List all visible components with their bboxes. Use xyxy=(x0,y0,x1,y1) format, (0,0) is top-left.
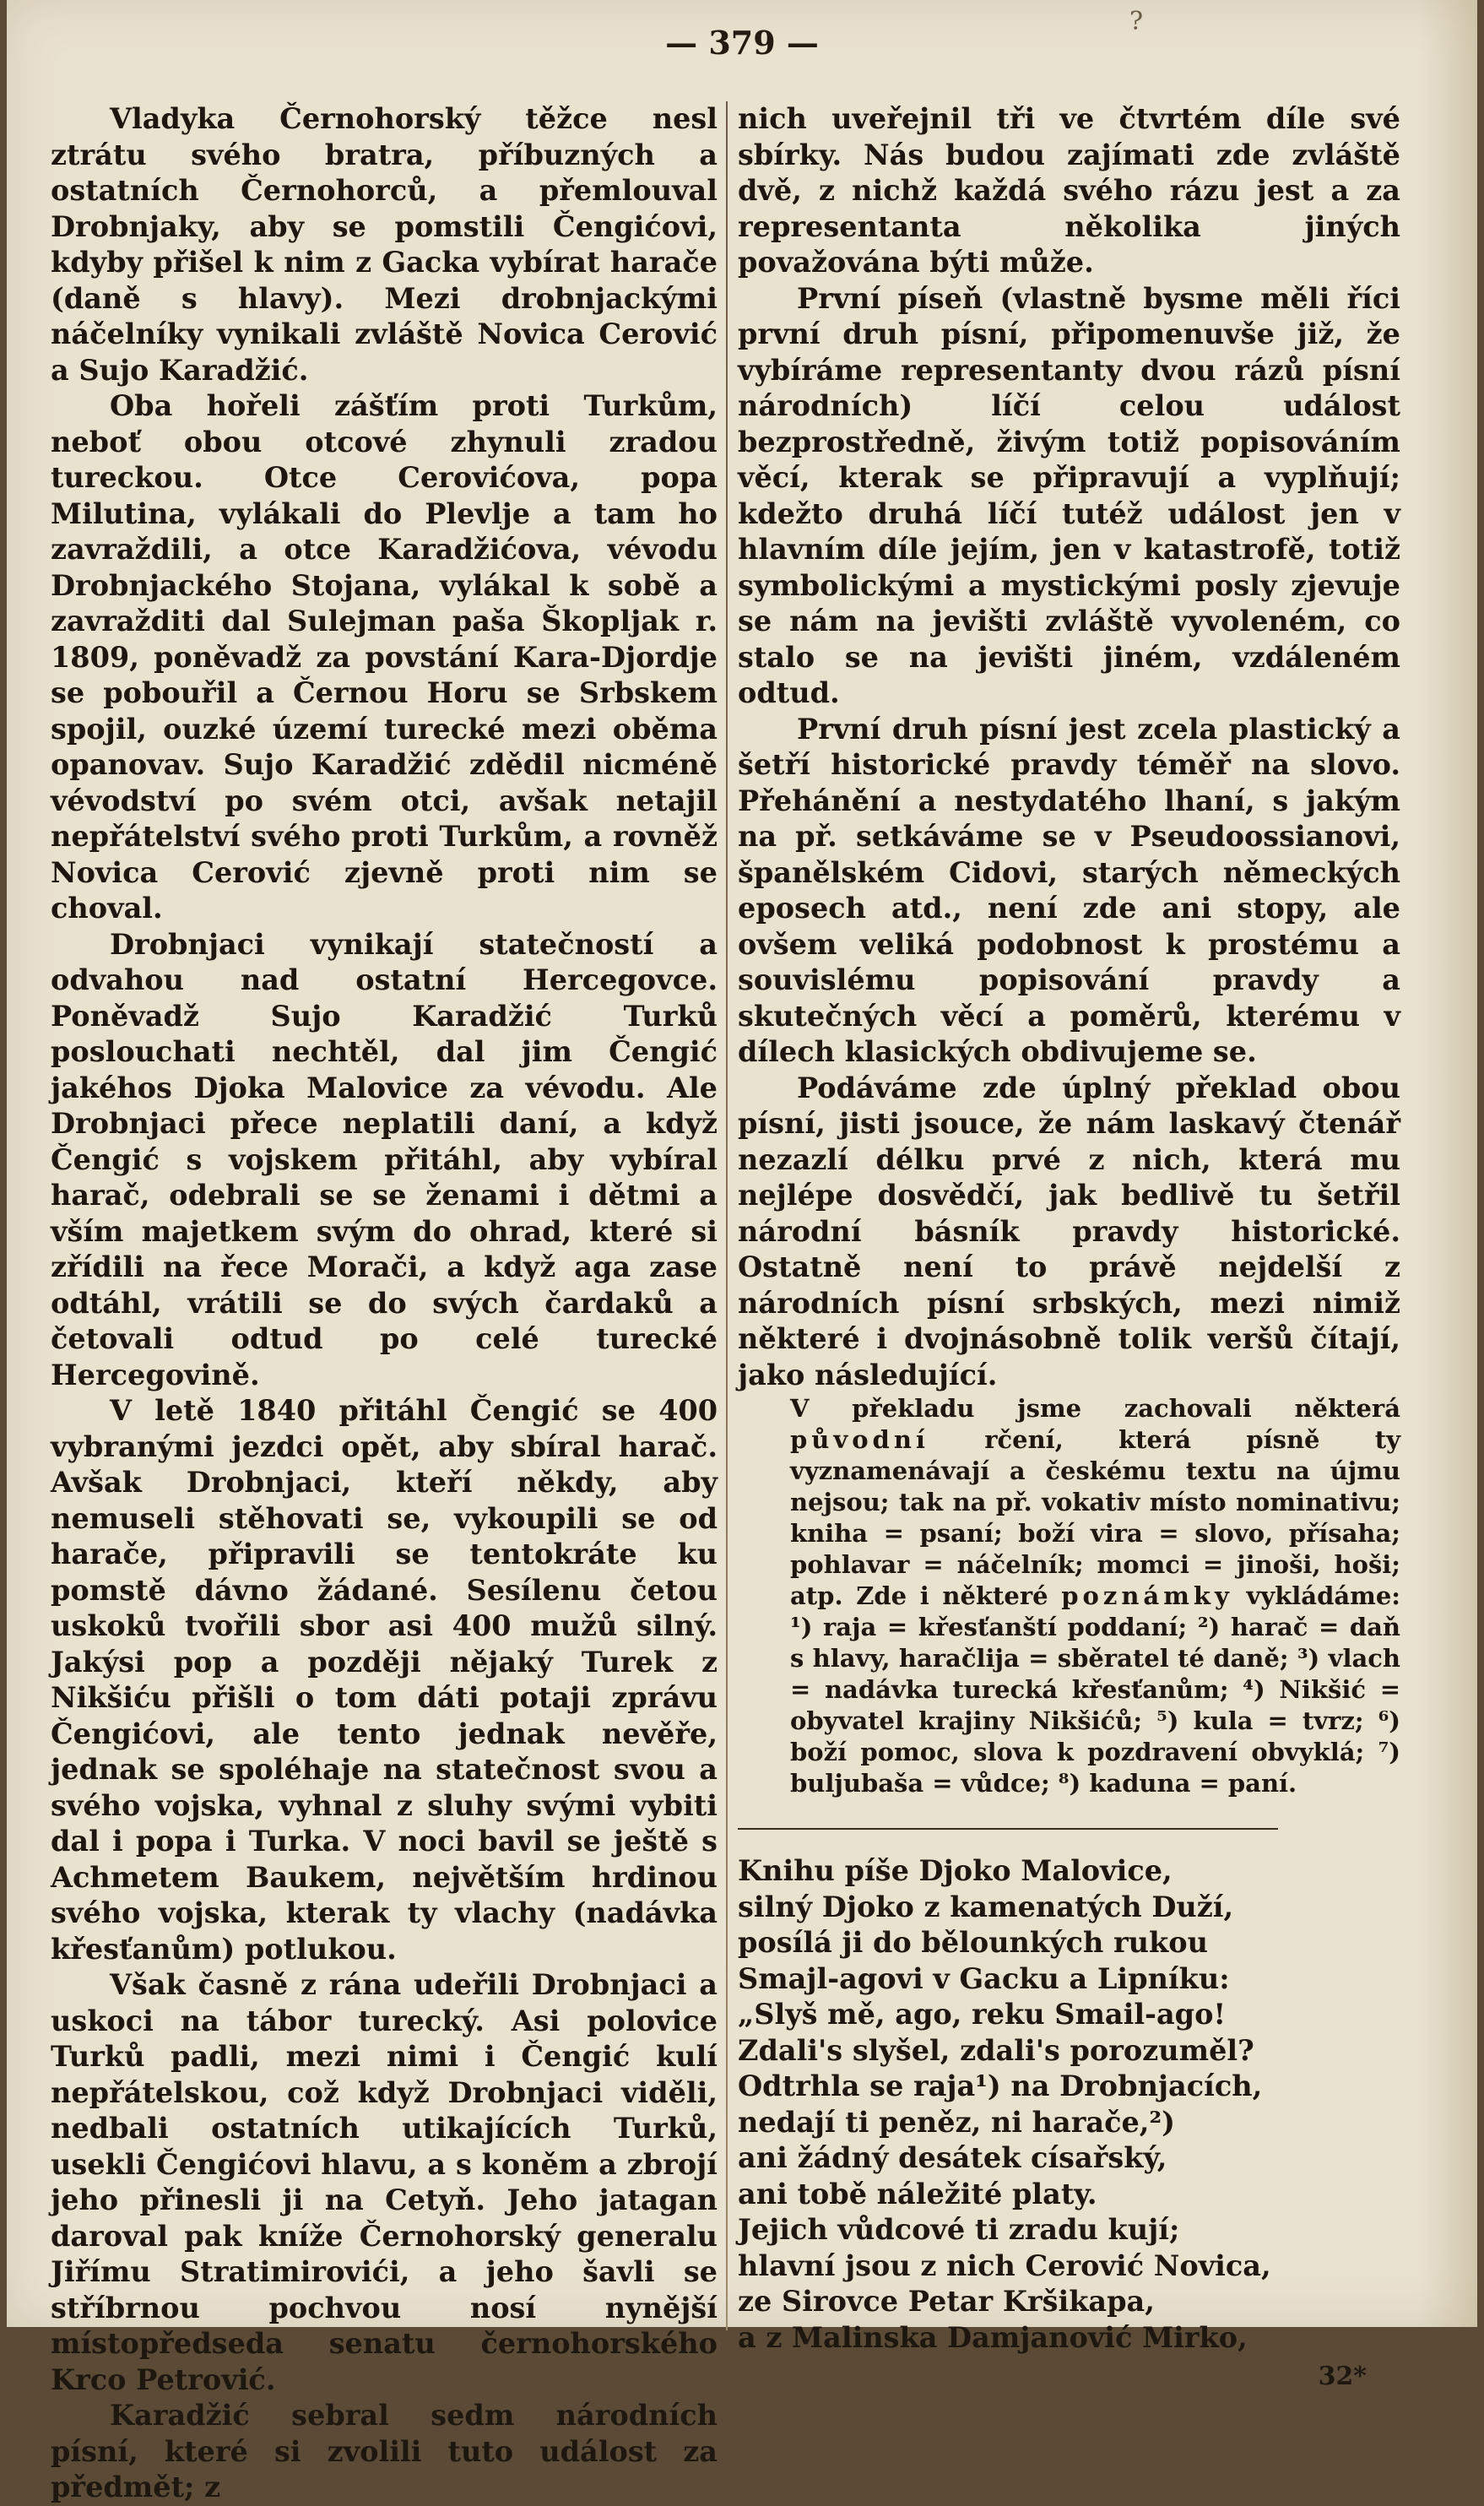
left-paragraph: Karadžić sebral sedm národních písní, které si zvolili tuto událost za předmět; z xyxy=(51,2399,718,2503)
translation-note xyxy=(738,1393,1400,1799)
page-number: — 379 — xyxy=(665,24,819,62)
note-spaced-1: původní xyxy=(790,1425,929,1454)
right-paragraph: Podáváme zde úplný překlad obou písní, jisti jsouce, že nám laskavý čtenář nezazlí délku prvé z nich, která mu nejlépe dosvědčí, jak bedlivě tu šetřil národní básník pravdy historické. Ostatně není to právě nejdelší z národních písní srbských, mezi nimiž některé i dvojnásobně tolik veršů čítají, jako následující. xyxy=(738,1071,1400,1391)
section-separator xyxy=(738,1828,1278,1830)
right-paragraph: nich uveřejnil tři ve čtvrtém díle své sbírky. Nás budou zajímati zde zvláště dvě, z nichž každá svého rázu jest a za representanta několika jiných považována býti může. xyxy=(738,102,1400,279)
left-paragraph: Drobnjaci vynikají statečností a odvahou nad ostatní Hercegovce. Poněvadž Sujo Karadžić Turků poslouchati nechtěl, dal jim Čengić jakéhos Djoka Malovice za vévodu. Ale Drobnjaci přece neplatili daní, a když Čengić s vojskem přitáhl, aby vybíral harač, odebrali se se ženami i dětmi a vším majetkem svým do ohrad, které si zřídili na řece Morači, a když aga zase odtáhl, vrátili se do svých čardaků a četovali odtud po celé turecké Hercegovině. xyxy=(51,927,718,1391)
left-paragraph: V letě 1840 přitáhl Čengić se 400 vybranými jezdci opět, aby sbíral harač. Avšak Drobnjaci, kteří někdy, aby nemuseli stěhovati se, vykoupili se od harače, připravili se tentokráte ku pomstě dávno žádané. Sesílenu četou uskoků tvořili sbor asi 400 mužů silný. Jakýsi pop a později nějaký Turek z Nikšiću přišli o tom dáti potaji zprávu Čengićovi, ale tento jednak nevěře, jednak se spoléhaje na statečnost svou a svého vojska, vyhnal z sluhy svými vybiti dal i popa i Turka. V noci bavil se ještě s Achmetem Baukem, největším hrdinou svého vojska, kterak ty vlachy (nadávka křesťanům) potlukou. xyxy=(51,1394,718,1966)
poem-line: Zdali's slyšel, zdali's porozuměl? xyxy=(738,2033,1254,2067)
poem-line: „Slyš mě, ago, reku Smail-ago! xyxy=(738,1998,1227,2031)
left-paragraph: Oba hořeli zášťím proti Turkům, neboť obou otcové zhynuli zradou tureckou. Otce Cerovićova, popa Milutina, vylákali do Plevlje a tam ho zavraždili, a otce Karadžićova, vévodu Drobnjackého Stojana, vylákal k sobě a zavražditi dal Sulejman paša Škopljak r. 1809, poněvadž za povstání Kara-Djordje se pobouřil a Černou Horu se Srbskem spojil, ouzké území turecké mezi oběma opanovav. Sujo Karadžić zdědil nicméně vévodství po svém otci, avšak netajil nepřátelství svého proti Turkům, a rovněž Novica Cerović zjevně proti nim se choval. xyxy=(51,389,718,925)
poem-line: a z Malinska Damjanović Mirko, xyxy=(738,2320,1248,2354)
left-paragraph: Však časně z rána udeřili Drobnjaci a uskoci na tábor turecký. Asi polovice Turků padli, mezi nimi i Čengić kulí nepřátelskou, což když Drobnjaci viděli, nedbali ostatních utikajících Turků, usekli Čengićovi hlavu, a s koněm a zbrojí jeho přinesli ji na Cetyň. Jeho jatagan daroval pak kníže Černohorský generalu Jiřímu Stratimirovići, a jeho šavli se stříbrnou pochvou nosí nynější místopředseda senatu černohorského Krco Petrović. xyxy=(51,1968,718,2396)
poem-line: ani tobě náležité platy. xyxy=(738,2177,1097,2210)
left-paragraph: Vladyka Černohorský těžce nesl ztrátu svého bratra, příbuzných a ostatních Černohorců, a přemlouval Drobnjaky, aby se pomstili Čengićovi, kdyby přišel k nim z Gacka vybírat harače (daně s hlavy). Mezi drobnjackými náčelníky vynikali zvláště Novica Cerović a Sujo Karadžić. xyxy=(51,102,718,387)
corner-mark: ? xyxy=(1129,7,1144,36)
poem-line: posílá ji do bělounkých rukou xyxy=(738,1926,1208,1959)
note-part-3: vykládáme: ¹) raja = křesťanští poddaní; ²) harač = daň s hlavy, haračlija = sběratel té daně; ³) vlach = nadávka turecká křesťanům; ⁴) Nikšić = obyvatel krajiny Nikšićů; ⁵) kula = tvrz; ⁶) boží pomoc, slova k pozdravení obvyklá; ⁷) buljubaša = vůdce; ⁸) kaduna = paní. xyxy=(790,1581,1400,1798)
right-column xyxy=(738,101,1400,2395)
right-paragraph: První píseň (vlastně bysme měli říci první druh písní, připomenuvše již, že vybíráme representanty dvou rázů písní národních) líčí celou událost bezprostředně, živým totiž popisováním věcí, kterak se připravují a vyplňují; kdežto druhá líčí tutéž událost jen v hlavním díle jejím, jen v katastrofě, totiž symbolickými a mystickými posly zjevuje se nám na jevišti zvláště vyvoleném, co stalo se na jevišti jiném, vzdáleném odtud. xyxy=(738,281,1400,709)
note-part-1: V překladu jsme zachovali některá xyxy=(790,1394,1400,1423)
poem-line: ani žádný desátek císařský, xyxy=(738,2141,1167,2174)
column-divider xyxy=(726,101,728,2330)
signature-mark: 32* xyxy=(1318,2362,1367,2391)
poem-line: Jejich vůdcové ti zradu kují; xyxy=(738,2213,1180,2246)
poem-line: ze Sirovce Petar Kršikapa, xyxy=(738,2285,1155,2318)
book-page xyxy=(7,0,1477,2503)
left-column xyxy=(51,101,718,2506)
poem-line: Knihu píše Djoko Malovice, xyxy=(738,1854,1173,1887)
poem xyxy=(738,1853,1400,2356)
right-column-paragraphs xyxy=(738,101,1400,1393)
poem-line: Odtrhla se raja¹) na Drobnjacích, xyxy=(738,2069,1263,2102)
right-paragraph: První druh písní jest zcela plastický a šetří historické pravdy téměř na slovo. Přehánění a nestydatého lhaní, s jakým na př. setkáváme se v Pseudoossianovi, španělském Cidovi, starých německých eposech atd., není zde ani stopy, ale ovšem veliká podobnost k prostému a souvislému popisování pravdy a skutečných věcí a poměrů, kterému v dílech klasických obdivujeme se. xyxy=(738,712,1400,1068)
poem-line: hlavní jsou z nich Cerović Novica, xyxy=(738,2248,1271,2282)
note-part-2: rčení, která písně ty vyznamenávají a českému textu na újmu nejsou; tak na př. vokativ místo nominativu; kniha = psaní; boží vira = slovo, přísaha; pohlavar = náčelník; momci = jinoši, hoši; atp. Zde i některé xyxy=(790,1425,1400,1610)
note-spaced-2: poznámky xyxy=(1061,1581,1233,1610)
poem-line: silný Djoko z kamenatých Duží, xyxy=(738,1890,1234,1923)
page-edge-stain xyxy=(1418,0,1477,2327)
poem-line: Smajl-agovi v Gacku a Lipníku: xyxy=(738,1961,1230,1995)
poem-line: nedají ti peněz, ni harače,²) xyxy=(738,2105,1175,2139)
